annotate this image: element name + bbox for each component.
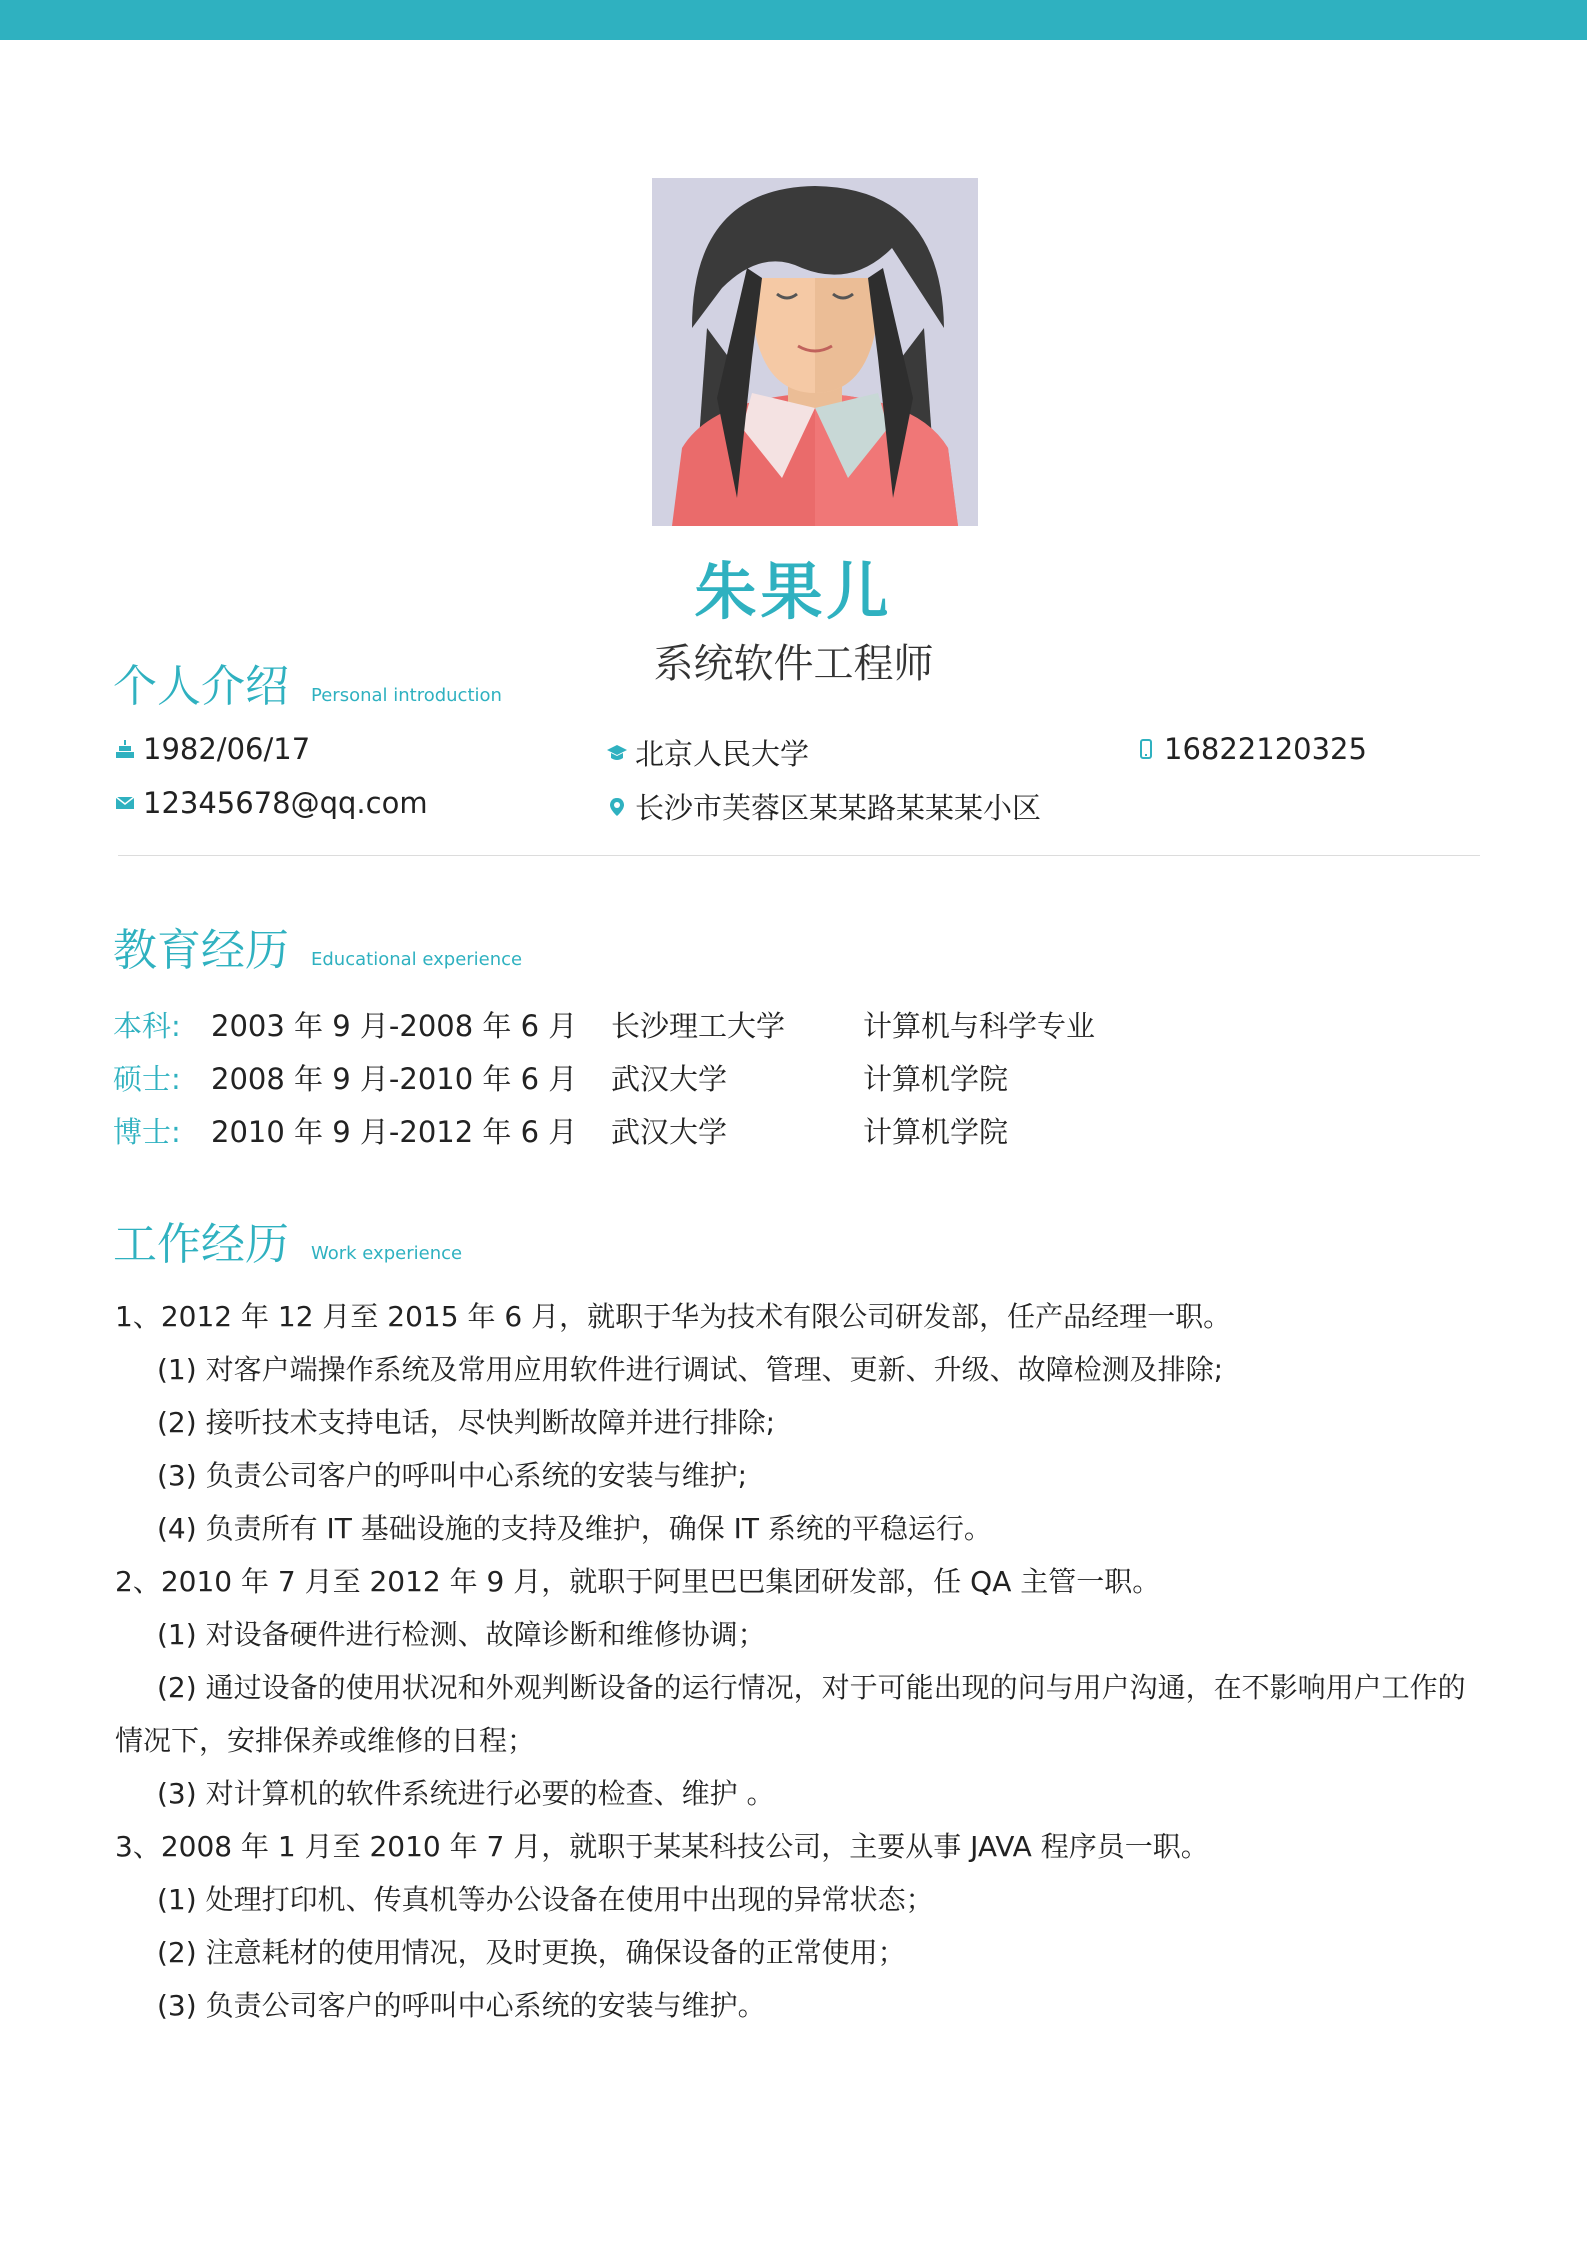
degree-level: 博士: <box>113 1115 181 1149</box>
major-name: 计算机与科学专业 <box>863 1009 1096 1043</box>
school-name: 长沙理工大学 <box>611 1009 786 1043</box>
school-name: 武汉大学 <box>611 1062 728 1096</box>
email-item <box>115 786 428 820</box>
address-value: 长沙市芙蓉区某某路某某某小区 <box>635 791 1042 825</box>
top-accent-bar <box>0 0 1587 40</box>
work-heading-en: Work experience <box>311 1243 463 1264</box>
job-duty: (3) 负责公司客户的呼叫中心系统的安装与维护; <box>157 1459 747 1492</box>
section-divider <box>118 855 1480 856</box>
candidate-name: 朱果儿 <box>694 555 893 628</box>
school-item <box>607 732 809 773</box>
graduation-cap-icon <box>607 743 627 763</box>
job-duty: (1) 处理打印机、传真机等办公设备在使用中出现的异常状态； <box>157 1883 934 1916</box>
education-heading-zh: 教育经历 <box>113 925 289 976</box>
job-duty: (3) 负责公司客户的呼叫中心系统的安装与维护。 <box>157 1989 766 2022</box>
work-heading-zh: 工作经历 <box>113 1219 289 1270</box>
birthday-item <box>115 732 310 766</box>
study-period: 2008 年 9 月-2010 年 6 月 <box>211 1062 578 1096</box>
job-duty: (2) 接听技术支持电话，尽快判断故障并进行排除; <box>157 1406 775 1439</box>
major-name: 计算机学院 <box>863 1062 1009 1096</box>
degree-level: 本科: <box>113 1009 181 1043</box>
job-duty: (1) 对设备硬件进行检测、故障诊断和维修协调； <box>157 1618 766 1651</box>
phone-item <box>1136 732 1367 766</box>
study-period: 2003 年 9 月-2008 年 6 月 <box>211 1009 578 1043</box>
job-duty: (4) 负责所有 IT 基础设施的支持及维护，确保 IT 系统的平稳运行。 <box>157 1512 992 1545</box>
study-period: 2010 年 9 月-2012 年 6 月 <box>211 1115 578 1149</box>
school-value: 北京人民大学 <box>635 737 810 771</box>
address-item <box>607 786 1041 827</box>
personal-section-heading <box>113 650 502 714</box>
job-summary: 3、2008 年 1 月至 2010 年 7 月，就职于某某科技公司，主要从事 JAVA 程序员一职。 <box>115 1830 1209 1863</box>
birthday-cake-icon <box>115 739 135 759</box>
phone-value: 16822120325 <box>1164 732 1367 766</box>
school-name: 武汉大学 <box>611 1115 728 1149</box>
personal-heading-en: Personal introduction <box>311 685 502 706</box>
education-heading-en: Educational experience <box>311 949 523 970</box>
job-title: 系统软件工程师 <box>653 641 934 687</box>
degree-level: 硕士: <box>113 1062 181 1096</box>
job-duty: (2) 注意耗材的使用情况，及时更换，确保设备的正常使用； <box>157 1936 906 1969</box>
major-name: 计算机学院 <box>863 1115 1009 1149</box>
education-section-heading <box>113 914 522 978</box>
mobile-phone-icon <box>1136 739 1156 759</box>
job-summary: 1、2012 年 12 月至 2015 年 6 月，就职于华为技术有限公司研发部，任产品经理一职。 <box>115 1300 1232 1333</box>
work-section-heading <box>113 1208 462 1272</box>
birthday-value: 1982/06/17 <box>143 732 311 766</box>
job-duty: (2) 通过设备的使用状况和外观判断设备的运行情况，对于可能出现的问与用户沟通，在不影响用户工作的情况下，安排保养或维修的日程； <box>115 1671 1466 1757</box>
envelope-icon <box>115 793 135 813</box>
location-pin-icon <box>607 797 627 817</box>
job-duty: (1) 对客户端操作系统及常用应用软件进行调试、管理、更新、升级、故障检测及排除; <box>157 1353 1224 1386</box>
avatar <box>652 178 978 526</box>
job-summary: 2、2010 年 7 月至 2012 年 9 月，就职于阿里巴巴集团研发部，任 QA 主管一职。 <box>115 1565 1161 1598</box>
email-value: 12345678@qq.com <box>143 786 428 820</box>
work-experience-list <box>115 1290 1490 2032</box>
personal-heading-zh: 个人介绍 <box>113 661 289 712</box>
job-duty: (3) 对计算机的软件系统进行必要的检查、维护 。 <box>157 1777 775 1810</box>
